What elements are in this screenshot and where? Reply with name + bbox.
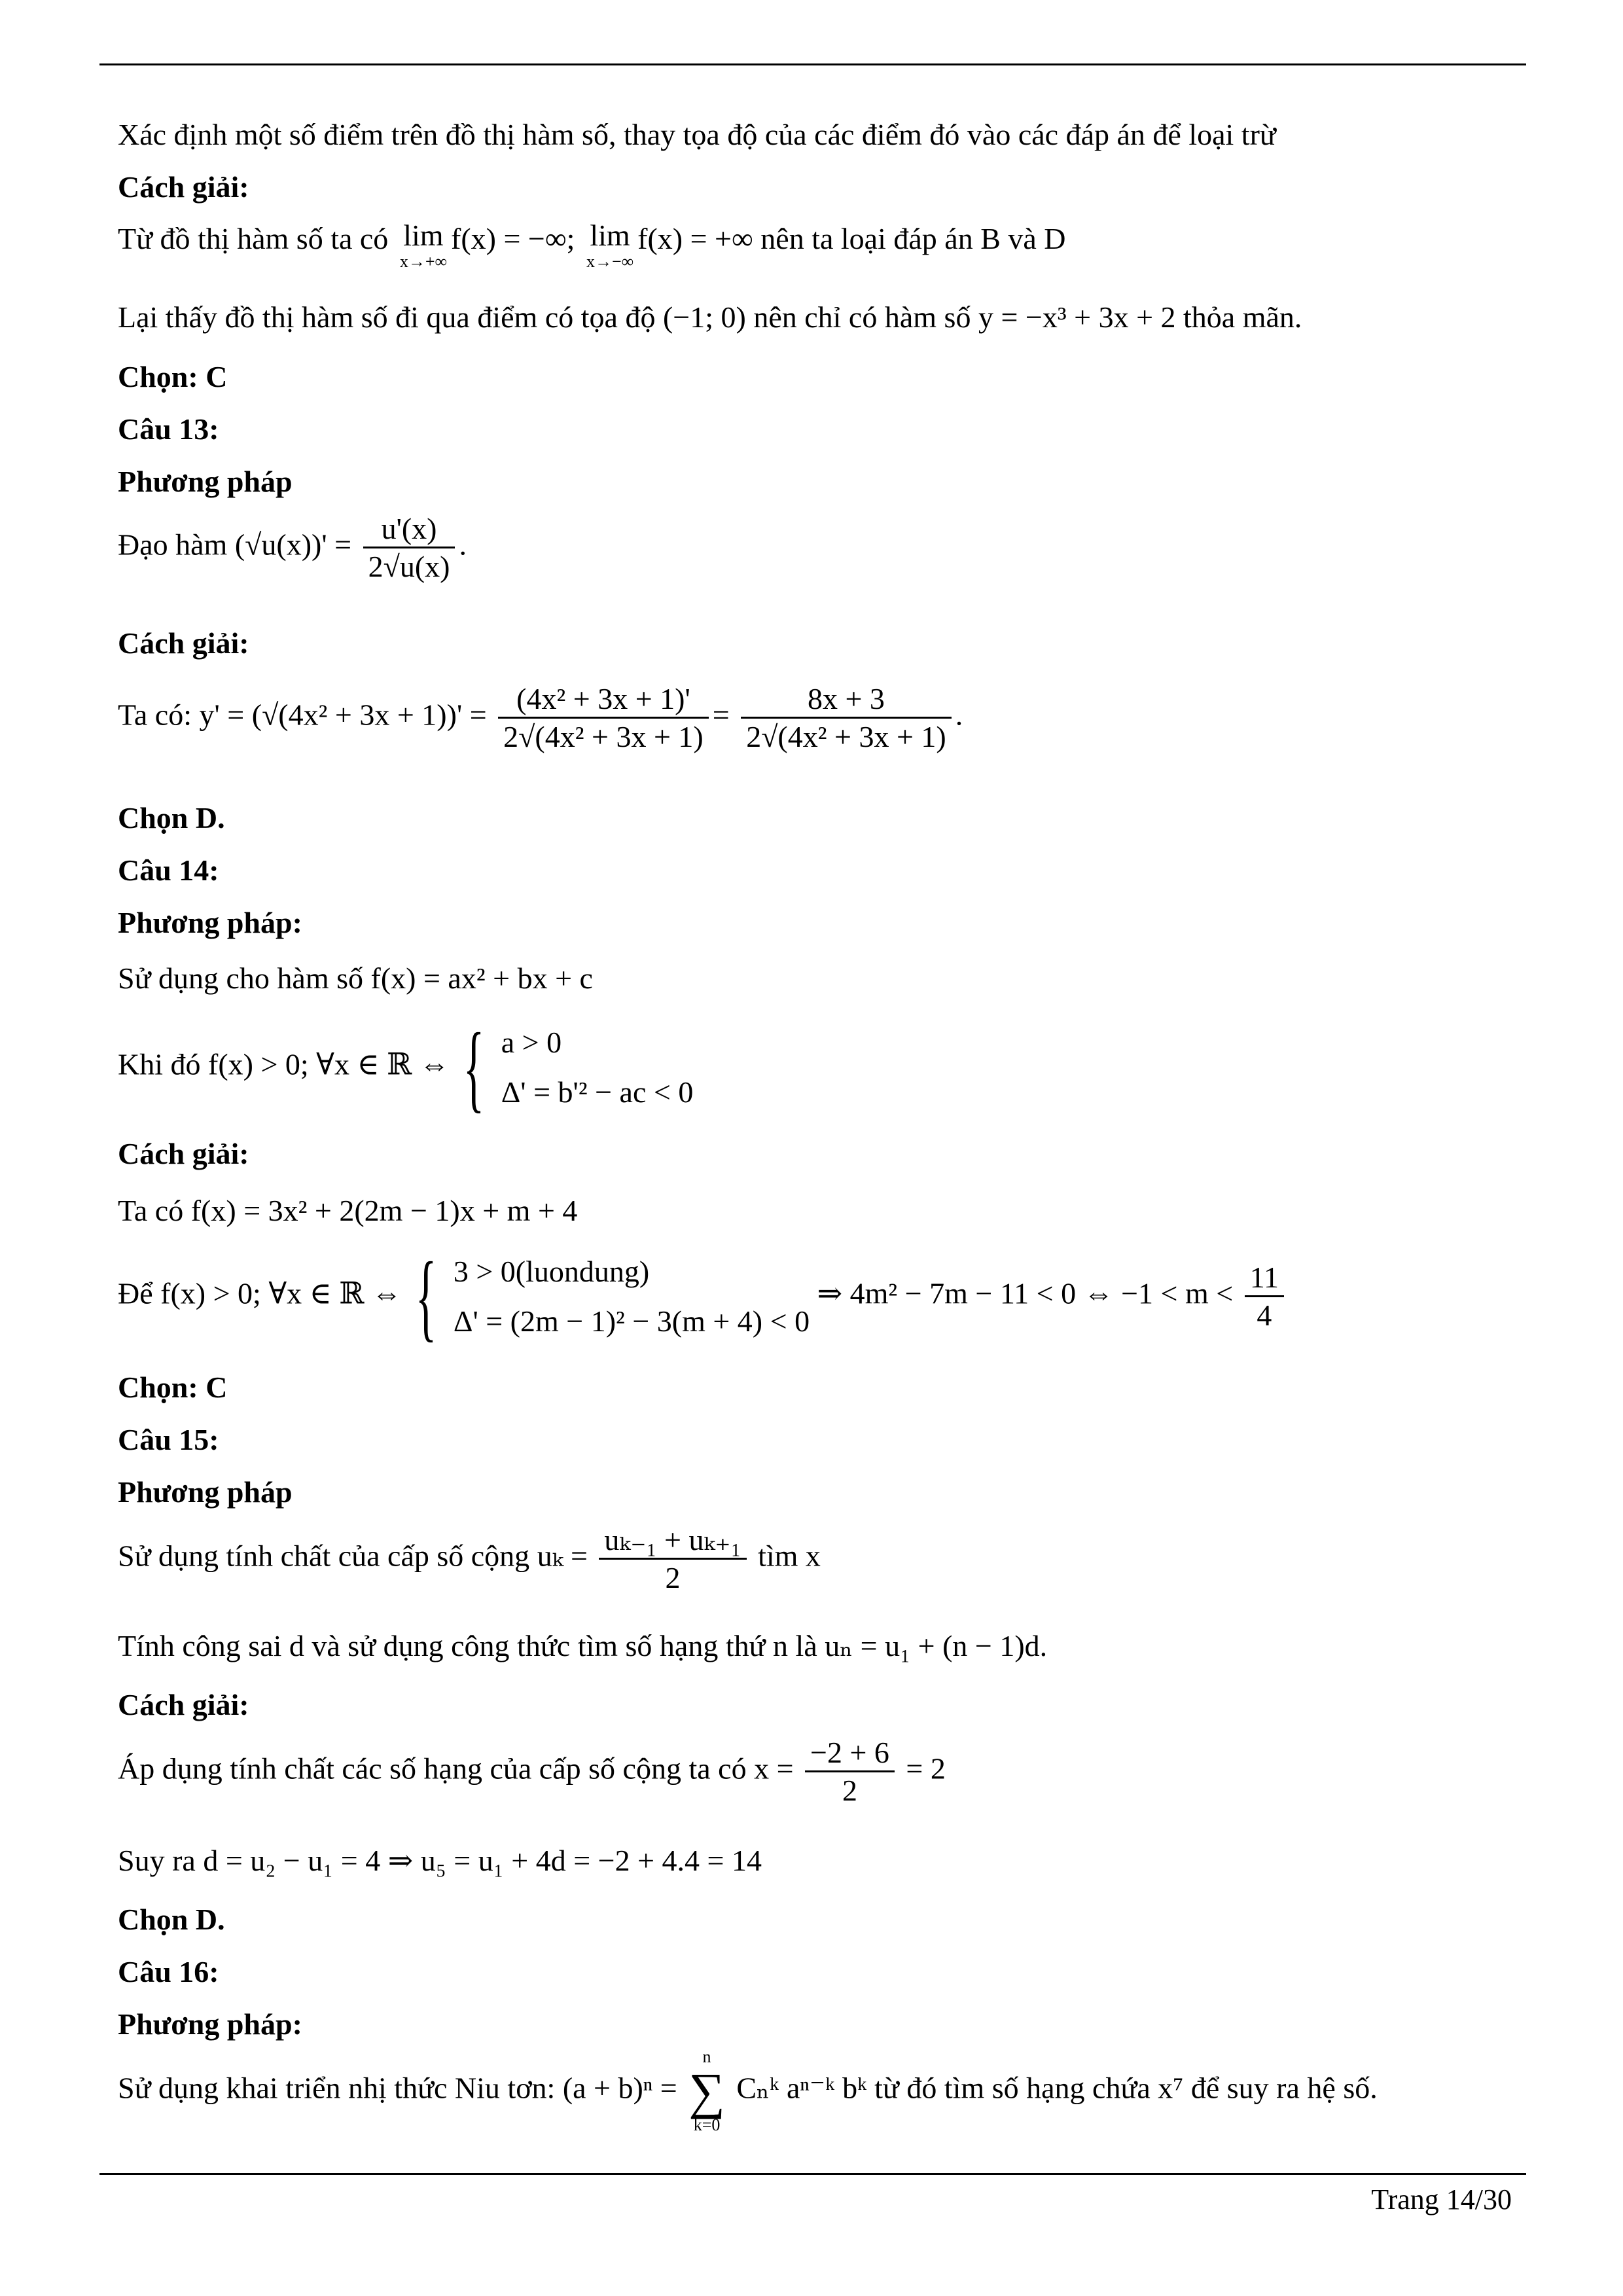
brace-icon: { xyxy=(463,1013,485,1122)
question-heading: Câu 14: xyxy=(118,853,219,887)
footer-rule xyxy=(99,2173,1526,2175)
text-line: Lại thấy đồ thị hàm số đi qua điểm có tọa độ (−1; 0) nên chỉ có hàm số y = −x³ + 3x + 2 thỏa mãn. xyxy=(118,300,1302,334)
method-heading: Phương pháp: xyxy=(118,906,302,939)
text-line: Đạo hàm (√u(x))' = $\frac{u'(x)}{2√u(x)}$ . xyxy=(118,511,467,584)
text-line: Khi đó f(x) > 0; ∀x ∈ ℝ ⇔ { a > 0 Δ' = b'² − ac < 0 xyxy=(118,1013,694,1122)
answer-label: Chọn D. xyxy=(118,801,225,834)
fraction: $\frac{8x + 3}{\text{2√(4x² + 3x + 1)}}$ xyxy=(741,681,952,755)
section-heading: Cách giải: xyxy=(118,170,249,204)
answer-label: Chọn: C xyxy=(118,360,228,393)
text-line: Sử dụng tính chất của cấp số cộng uₖ = $\frac{\text{uₖ₋₁ + uₖ₊₁}}{2}$ tìm x xyxy=(118,1522,821,1596)
equation-system: 3 > 0(luondung) Δ' = (2m − 1)² − 3(m + 4) < 0 xyxy=(453,1255,810,1338)
fraction: $\frac{-2 + 6}{2}$ xyxy=(805,1734,895,1808)
section-heading: Cách giải: xyxy=(118,1688,249,1721)
question-heading: Câu 16: xyxy=(118,1955,219,1988)
section-heading: Cách giải: xyxy=(118,1137,249,1170)
method-heading: Phương pháp: xyxy=(118,2007,302,2041)
text-line: Để f(x) > 0; ∀x ∈ ℝ ⇔ { 3 > 0(luondung) Δ' = (2m − 1)² − 3(m + 4) < 0 ⇒ 4m² − 7m − 11 < 0 ⇔ −1 < m < $\frac{11}{4}$ xyxy=(118,1247,1288,1346)
fraction: $\frac{\text{uₖ₋₁ + uₖ₊₁}}{2}$ xyxy=(599,1522,746,1596)
method-heading: Phương pháp xyxy=(118,1475,293,1509)
equation-system: a > 0 Δ' = b'² − ac < 0 xyxy=(501,1026,694,1109)
sum-symbol: n ∑ k=0 xyxy=(688,2047,725,2134)
method-heading: Phương pháp xyxy=(118,465,293,498)
answer-label: Chọn D. xyxy=(118,1903,225,1936)
fraction: $\frac{u'(x)}{2√u(x)}$ xyxy=(363,511,455,584)
question-heading: Câu 13: xyxy=(118,412,219,446)
text-line: Suy ra d = u₂ − u₁ = 4 ⇒ u₅ = u₁ + 4d = −2 + 4.4 = 14 xyxy=(118,1844,762,1877)
fraction: $\frac{11}{4}$ xyxy=(1245,1259,1284,1333)
text-line: Tính công sai d và sử dụng công thức tìm số hạng thứ n là uₙ = u₁ + (n − 1)d. xyxy=(118,1629,1048,1662)
text-line: Sử dụng cho hàm số f(x) = ax² + bx + c xyxy=(118,961,593,995)
section-heading: Cách giải: xyxy=(118,626,249,660)
text-line: Sử dụng khai triển nhị thức Niu tơn: (a + b)ⁿ = n ∑ k=0 Cₙᵏ aⁿ⁻ᵏ bᵏ từ đó tìm số hạng chứa x⁷ để suy ra hệ số. xyxy=(118,2047,1378,2134)
text-line: Áp dụng tính chất các số hạng của cấp số cộng ta có x = $\frac{-2 + 6}{2}$ = 2 xyxy=(118,1734,946,1808)
fraction: $\frac{\text{(4x² + 3x + 1)'}}{\text{2√(4x² + 3x + 1)}}$ xyxy=(498,681,709,755)
text-line: Từ đồ thị hàm số ta có lim x→+∞ f(x) = −∞; lim x→−∞ f(x) = +∞ nên ta loại đáp án B và D xyxy=(118,219,1066,271)
limit-expression: lim x→−∞ xyxy=(586,219,634,271)
text-line: Ta có f(x) = 3x² + 2(2m − 1)x + m + 4 xyxy=(118,1194,578,1227)
limit-expression: lim x→+∞ xyxy=(399,219,448,271)
question-heading: Câu 15: xyxy=(118,1423,219,1456)
answer-label: Chọn: C xyxy=(118,1371,228,1404)
text-line: Xác định một số điểm trên đồ thị hàm số, thay tọa độ của các điểm đó vào các đáp án để loại trừ xyxy=(118,118,1276,151)
brace-icon: { xyxy=(416,1242,437,1351)
text-line: Ta có: y' = (√(4x² + 3x + 1))' = $\frac{\text{(4x² + 3x + 1)'}}{\text{2√(4x² + 3x + 1)}}$ = $\frac{8x + 3}{\text{2√(4x² + 3x + 1)}}$ . xyxy=(118,681,963,755)
header-rule xyxy=(99,63,1526,65)
page-number: Trang 14/30 xyxy=(1371,2183,1512,2215)
